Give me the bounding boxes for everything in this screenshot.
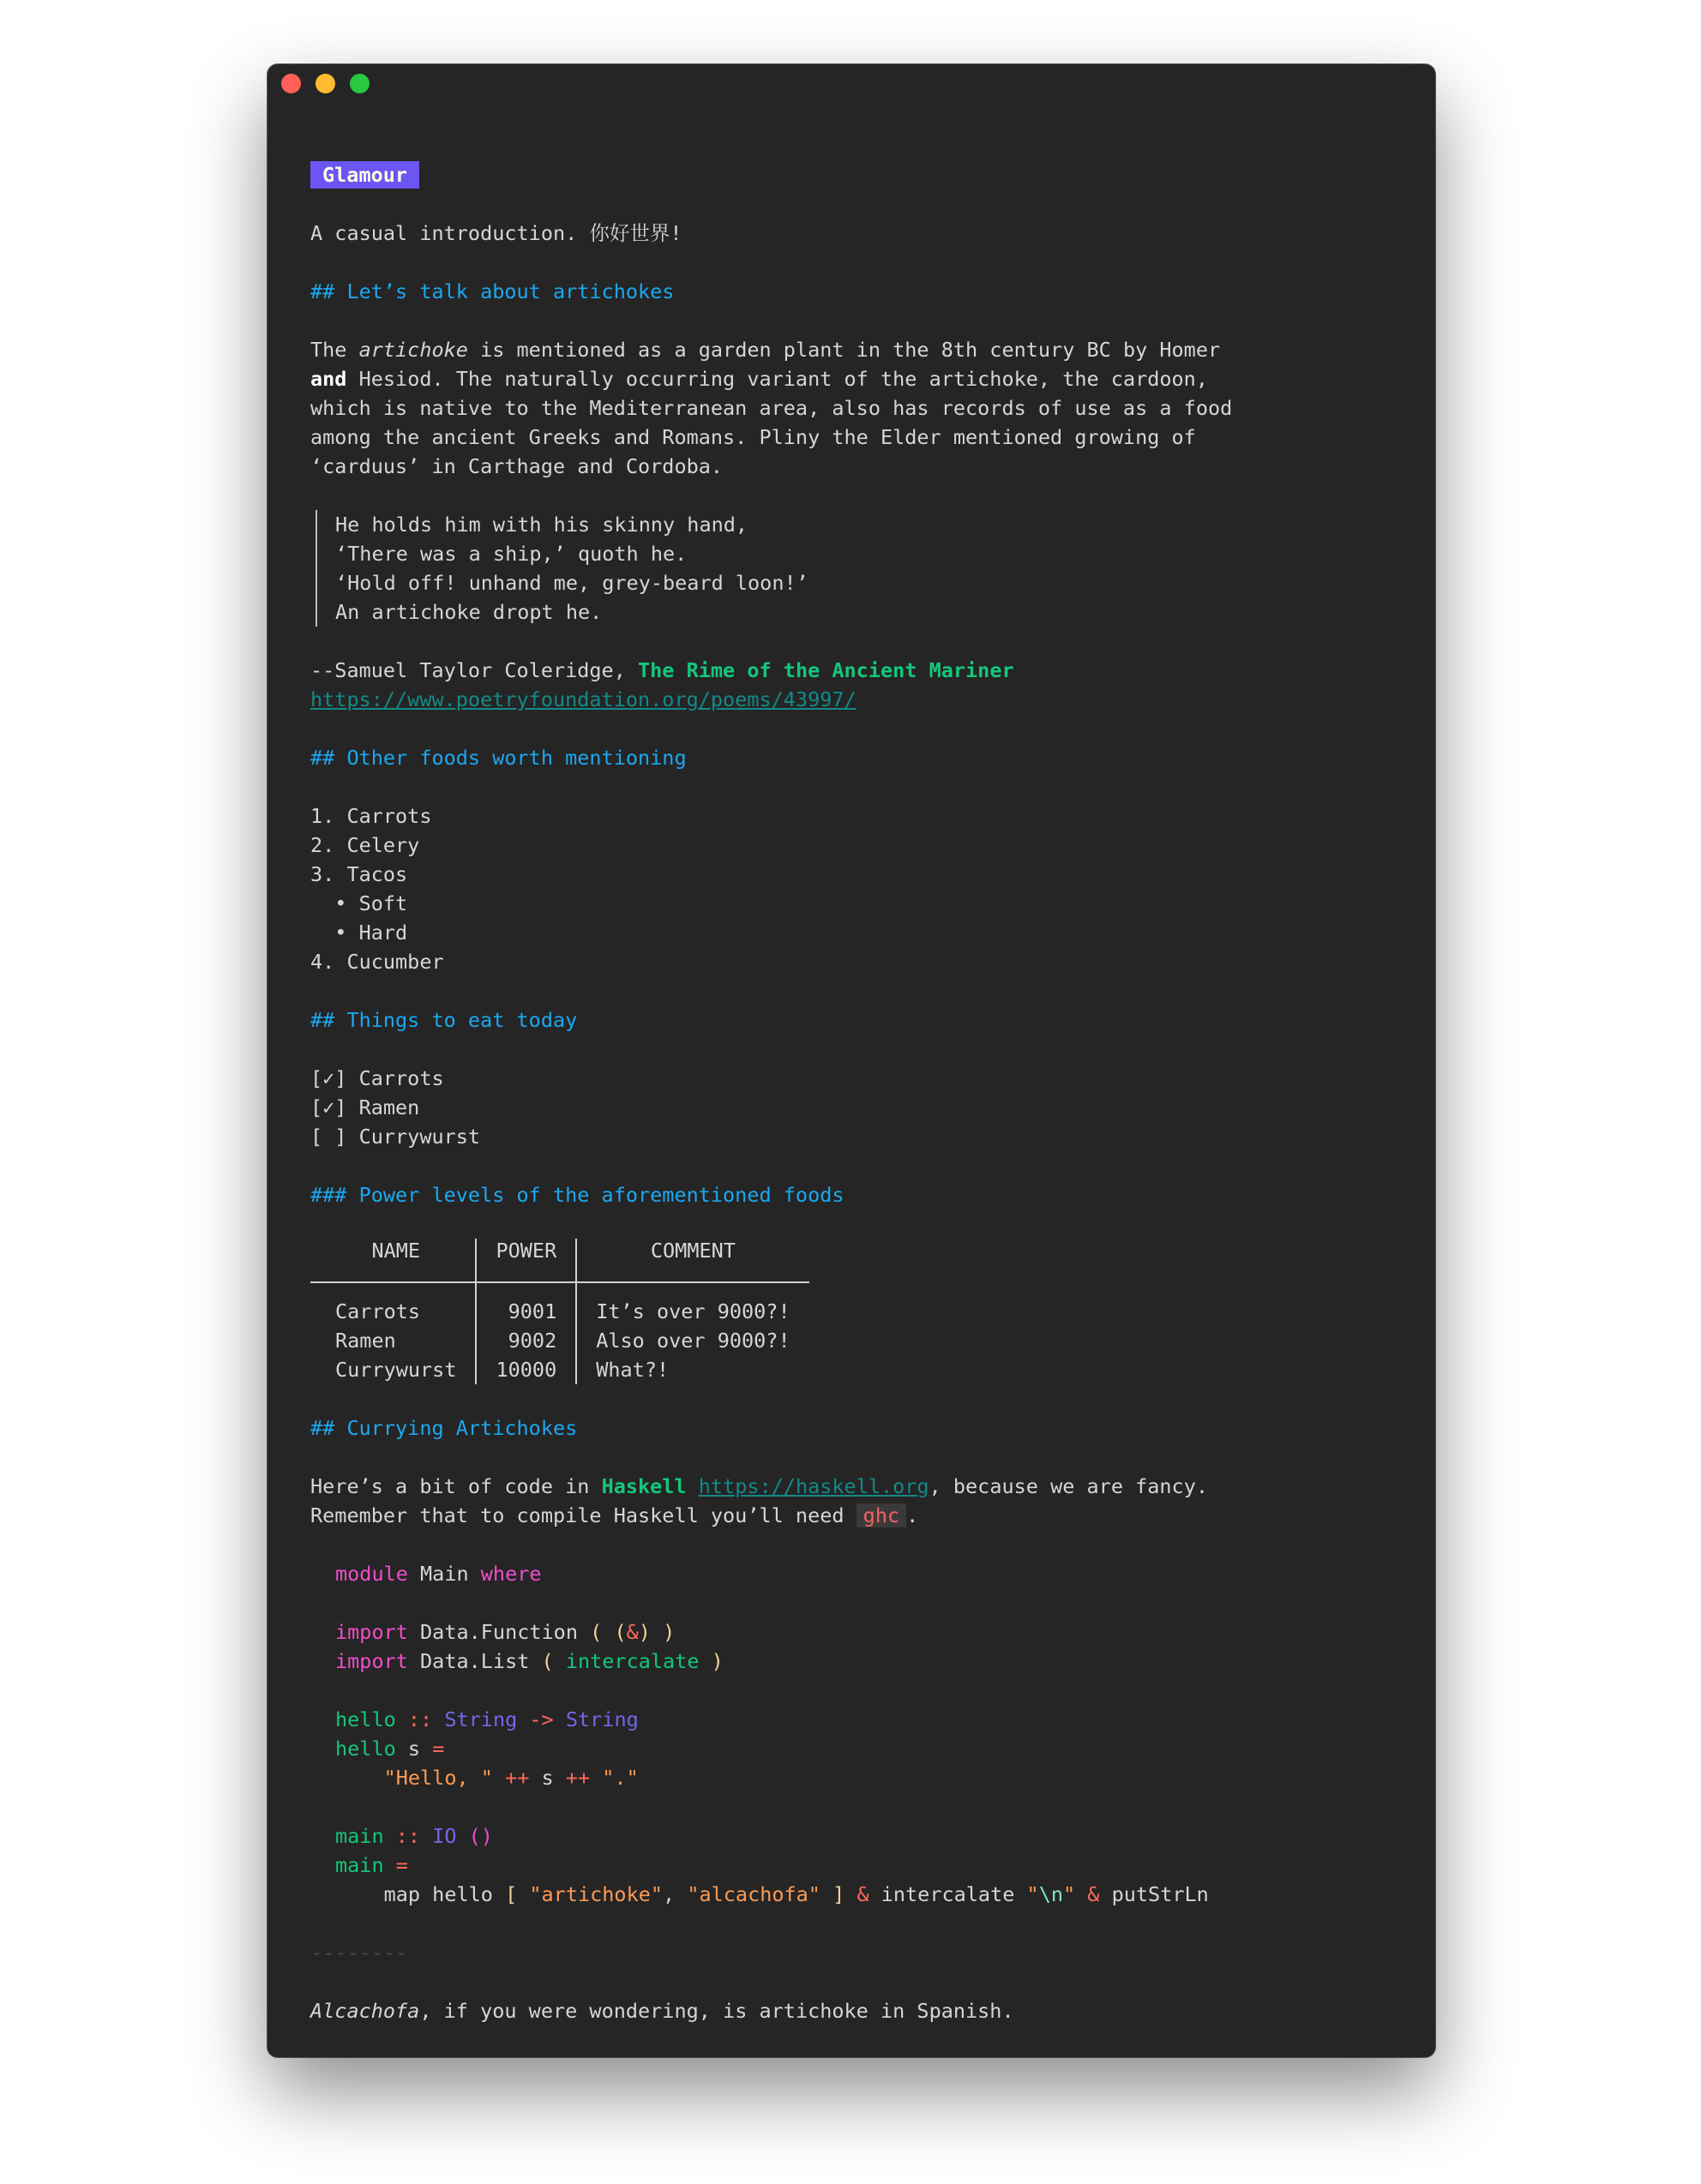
code-line: "Hello, " ++ s ++ "." [383, 1766, 639, 1790]
blockquote [310, 510, 1408, 627]
heading-power-levels: ### Power levels of the aforementioned foods [310, 1183, 844, 1207]
paragraph-line: Remember that to compile Haskell you’ll need ghc . [310, 1503, 919, 1527]
task-item: [✓] Ramen [310, 1095, 420, 1119]
list-item: 3. Tacos [310, 862, 408, 886]
heading-things-to-eat: ## Things to eat today [310, 1008, 578, 1032]
quote-line: He holds him with his skinny hand, [335, 513, 748, 537]
column-header: NAME [310, 1239, 476, 1282]
code-line: hello s = [335, 1737, 445, 1761]
paragraph-line: Here’s a bit of code in Haskell https://haskell.org, because we are fancy. [310, 1474, 1209, 1498]
heading-currying: ## Currying Artichokes [310, 1416, 578, 1440]
list-item: • Hard [310, 921, 408, 945]
paragraph-line: and Hesiod. The naturally occurring variant of the artichoke, the cardoon, [310, 367, 1208, 391]
poetry-link[interactable]: https://www.poetryfoundation.org/poems/43997/ [310, 687, 857, 711]
code-line: module Main where [335, 1562, 542, 1586]
task-item: [ ] Currywurst [310, 1125, 481, 1149]
code-line: import Data.Function ( (&) ) [335, 1620, 676, 1644]
paragraph-line: ‘carduus’ in Carthage and Cordoba. [310, 454, 724, 478]
list-item: • Soft [310, 891, 408, 915]
code-line: map hello [ "artichoke", "alcachofa" ] & intercalate "\n" & putStrLn [383, 1882, 1209, 1906]
markdown-render [310, 136, 1408, 2057]
footer-line: Alcachofa, if you were wondering, is artichoke in Spanish. [310, 1999, 1014, 2023]
bold-and: and [310, 367, 347, 391]
haskell-link[interactable]: https://haskell.org [698, 1474, 929, 1498]
paragraph-line: which is native to the Mediterranean area, also has records of use as a food [310, 396, 1233, 420]
table-cell: 10000 [476, 1355, 576, 1384]
close-button[interactable] [281, 74, 301, 93]
heading-other-foods: ## Other foods worth mentioning [310, 746, 687, 770]
table-row [310, 1326, 809, 1355]
code-line: hello :: String -> String [335, 1707, 639, 1731]
poem-title: The Rime of the Ancient Mariner [638, 658, 1014, 682]
table-cell: Carrots [310, 1282, 476, 1326]
intro-text: A casual introduction. 你好世界! [310, 221, 682, 245]
task-item: [✓] Carrots [310, 1066, 444, 1090]
terminal-window [267, 64, 1435, 2057]
attribution: --Samuel Taylor Coleridge, The Rime of the Ancient Mariner [310, 658, 1014, 682]
code-line: import Data.List ( intercalate ) [335, 1649, 724, 1673]
table-cell: Also over 9000?! [596, 1329, 790, 1353]
code-block [310, 1559, 1408, 1909]
table-cell: 9001 [476, 1282, 576, 1326]
code-line: main :: IO () [335, 1824, 493, 1848]
column-header: POWER [476, 1239, 576, 1282]
quote-line: ‘Hold off! unhand me, grey-beard loon!’ [335, 571, 808, 595]
emphasis-alcachofa: Alcachofa [310, 1999, 420, 2023]
zoom-button[interactable] [350, 74, 370, 93]
table-cell: Ramen [310, 1326, 476, 1355]
bold-haskell: Haskell [601, 1474, 687, 1498]
list-item: 2. Celery [310, 833, 420, 857]
quote-line: ‘There was a ship,’ quoth he. [335, 542, 688, 566]
table-header-row [310, 1239, 809, 1282]
heading-artichokes: ## Let’s talk about artichokes [310, 279, 675, 303]
code-line: main = [335, 1853, 408, 1877]
quote-line: An artichoke dropt he. [335, 600, 603, 624]
window-controls [281, 74, 370, 93]
column-header: COMMENT [650, 1239, 736, 1263]
table-row [310, 1282, 809, 1326]
inline-code-ghc: ghc [857, 1503, 906, 1527]
table-cell: What?! [596, 1358, 670, 1382]
table-cell: It’s over 9000?! [596, 1299, 790, 1323]
table-cell: Currywurst [310, 1355, 476, 1384]
list-item: 1. Carrots [310, 804, 432, 828]
table-row [310, 1355, 809, 1384]
table-cell: 9002 [476, 1326, 576, 1355]
minimize-button[interactable] [316, 74, 335, 93]
horizontal-rule: -------- [310, 1941, 408, 1965]
document-title-line [310, 160, 1408, 189]
emphasis-artichoke: artichoke [358, 338, 468, 362]
list-item: 4. Cucumber [310, 950, 444, 974]
power-table [310, 1239, 809, 1384]
document-title: Glamour [310, 161, 419, 189]
paragraph-line: among the ancient Greeks and Romans. Pliny the Elder mentioned growing of [310, 425, 1196, 449]
paragraph-line: The artichoke is mentioned as a garden plant in the 8th century BC by Homer [310, 338, 1221, 362]
